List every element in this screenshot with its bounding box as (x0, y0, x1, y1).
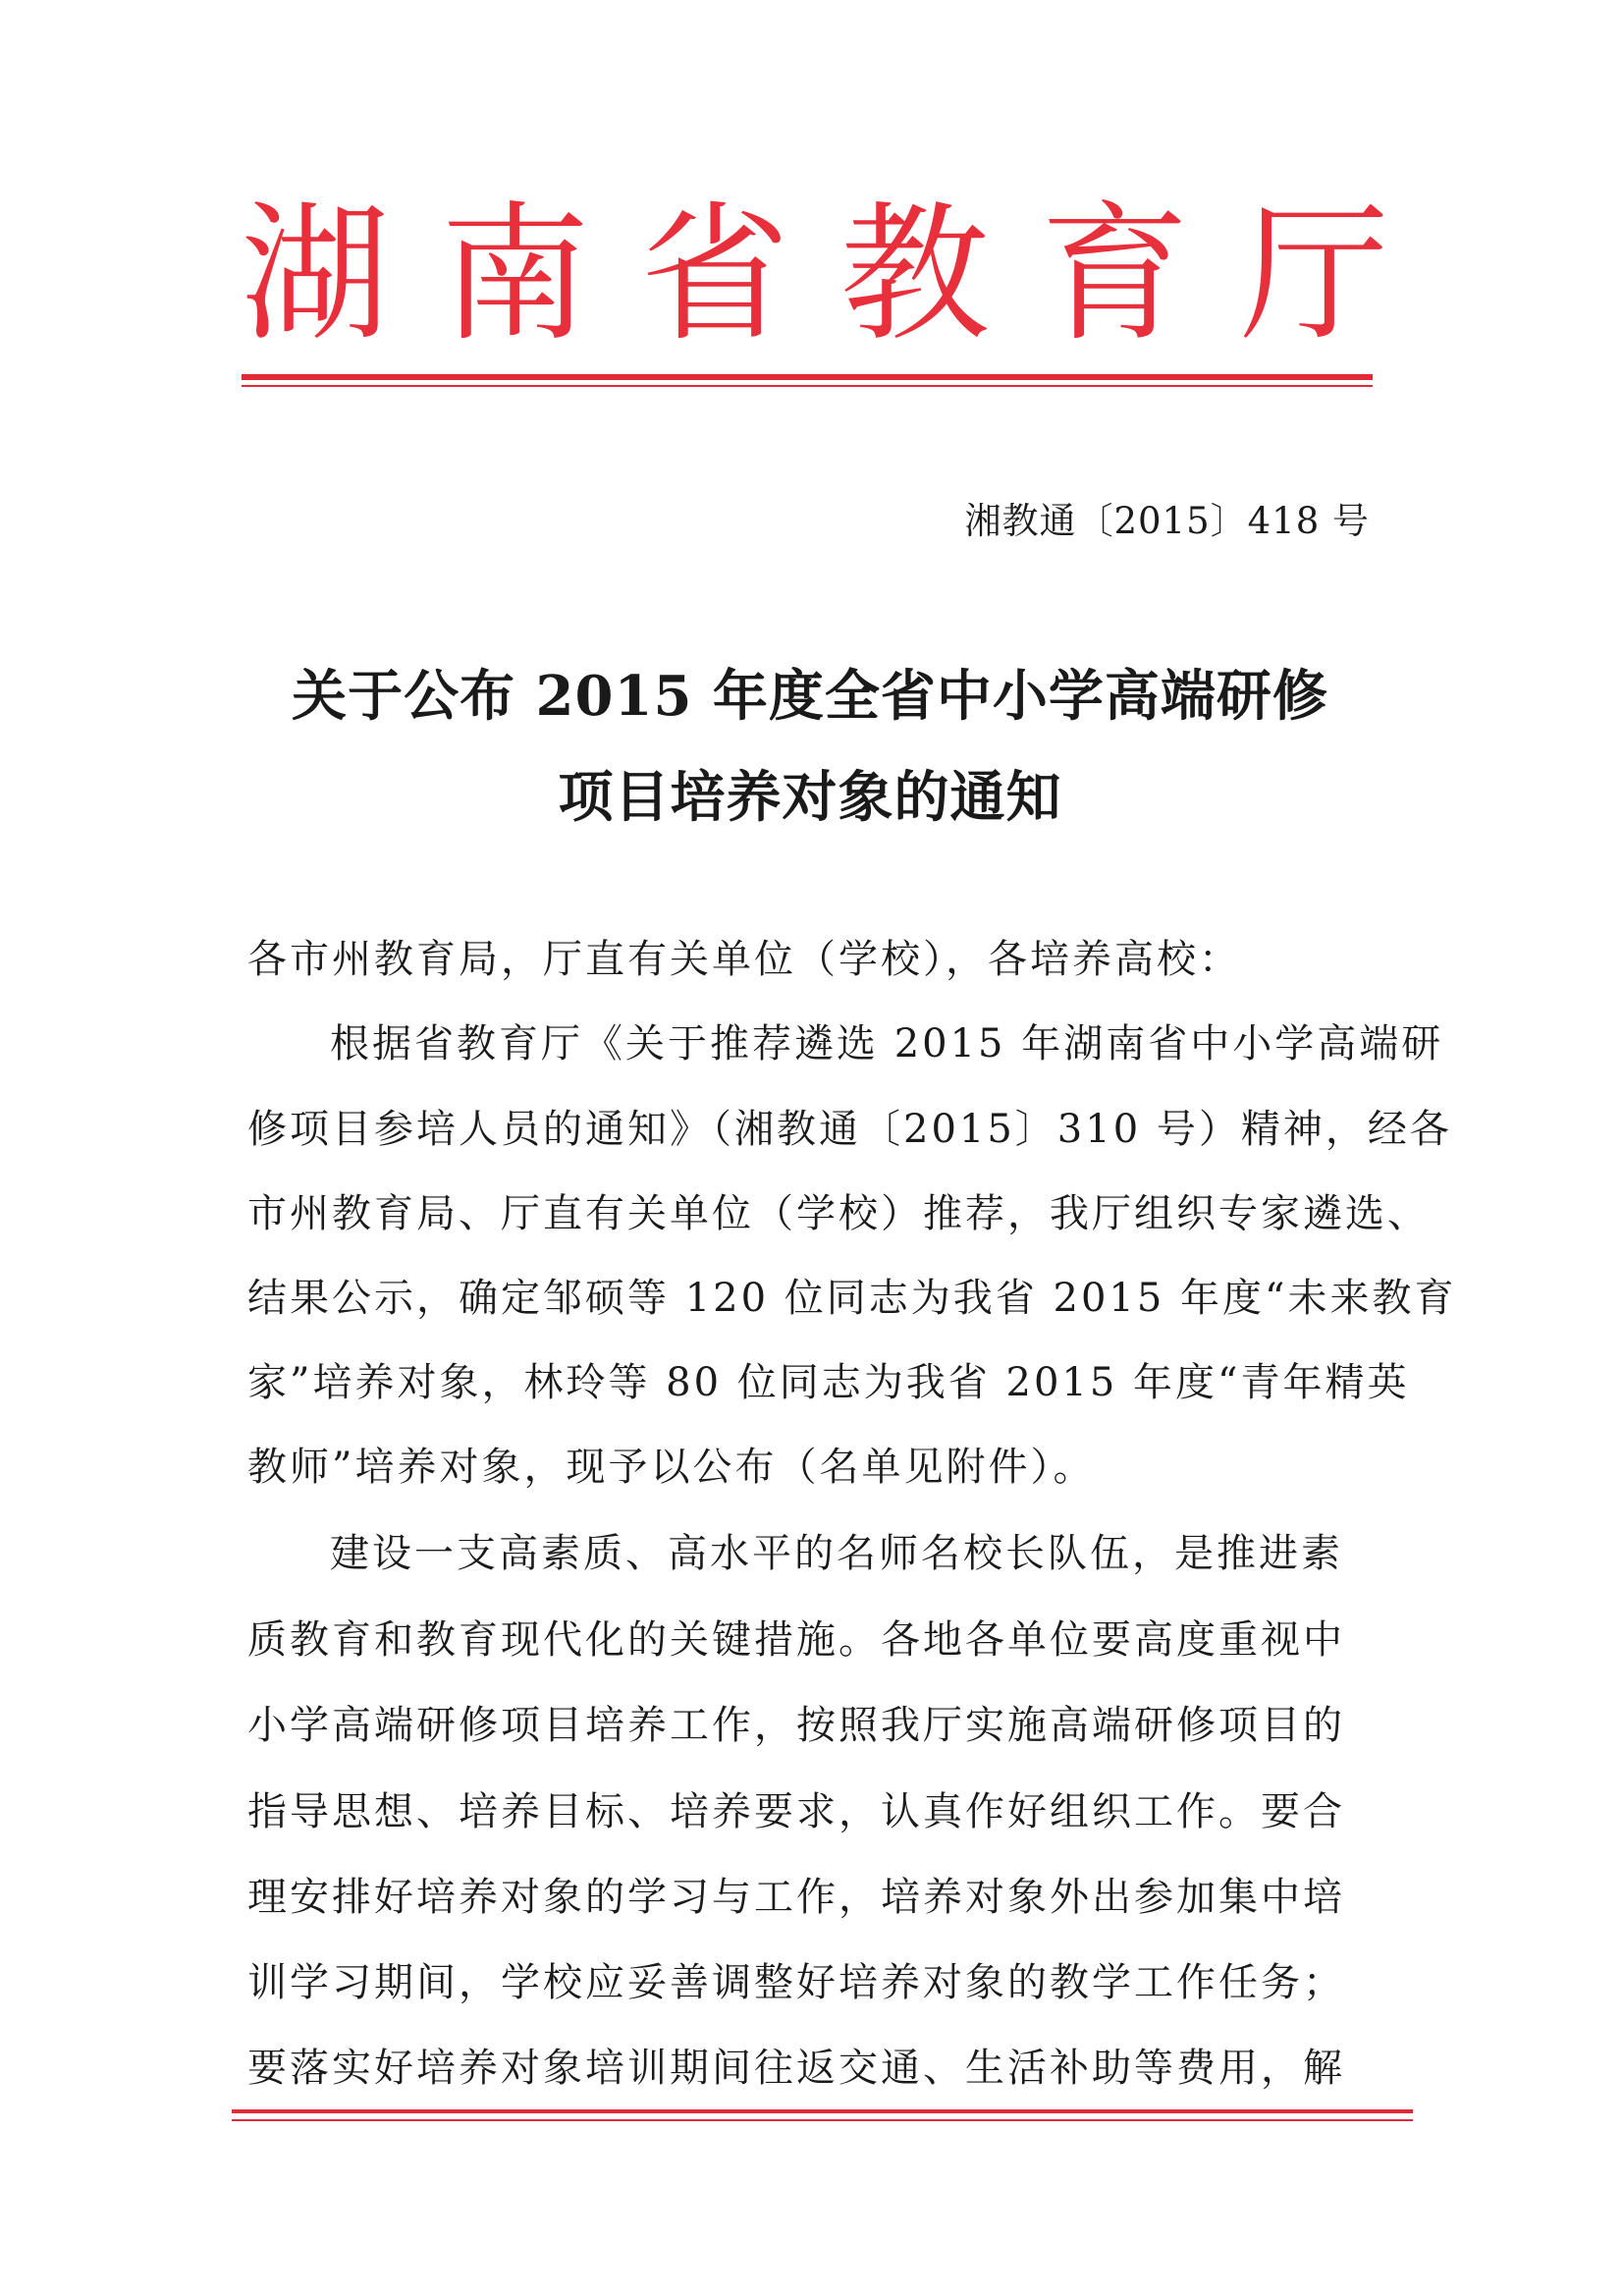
paragraph-1-line: 市州教育局、厅直有关单位（学校）推荐，我厅组织专家遴选、 (247, 1191, 1430, 1236)
footer-red-rule-thin (232, 2119, 1413, 2121)
paragraph-1-line: 家”培养对象，林玲等 80 位同志为我省 2015 年度“青年精英 (247, 1360, 1410, 1405)
header-red-rule-thin (242, 385, 1373, 387)
paragraph-2-line: 要落实好培养对象培训期间往返交通、生活补助等费用，解 (247, 2046, 1345, 2091)
paragraph-2-line: 小学高端研修项目培养工作，按照我厅实施高端研修项目的 (247, 1703, 1345, 1748)
heading-char: 南 (440, 188, 590, 361)
paragraph-1-line: 教师”培养对象，现予以公布（名单见附件）。 (247, 1445, 1096, 1490)
heading-char: 湖 (241, 188, 390, 361)
paragraph-2-line: 理安排好培养对象的学习与工作，培养对象外出参加集中培 (247, 1875, 1345, 1920)
paragraph-2-line: 质教育和教育现代化的关键措施。各地各单位要高度重视中 (247, 1617, 1345, 1663)
paragraph-2-line: 训学习期间，学校应妥善调整好培养对象的教学工作任务； (247, 1960, 1345, 2005)
heading-char: 厅 (1239, 188, 1389, 361)
paragraph-1-line: 根据省教育厅《关于推荐遴选 2015 年湖南省中小学高端研 (330, 1021, 1444, 1066)
footer-red-rule (232, 2109, 1413, 2113)
heading-char: 省 (640, 188, 790, 361)
paragraph-2-line: 建设一支高素质、高水平的名师名校长队伍，是推进素 (330, 1531, 1343, 1576)
document-number: 湘教通〔2015〕418 号 (964, 500, 1370, 542)
paragraph-2-line: 指导思想、培养目标、培养要求，认真作好组织工作。要合 (247, 1789, 1345, 1834)
paragraph-1-line: 修项目参培人员的通知》（湘教通〔2015〕310 号）精神，经各 (247, 1107, 1452, 1152)
header-red-rule (242, 374, 1373, 380)
document-title-line-1: 关于公布 2015 年度全省中小学高端研修 (292, 664, 1328, 729)
paragraph-1-line: 结果公示，确定邹硕等 120 位同志为我省 2015 年度“未来教育 (247, 1276, 1457, 1321)
issuing-authority-heading (241, 188, 1389, 361)
salutation: 各市州教育局，厅直有关单位（学校），各培养高校： (247, 937, 1241, 982)
document-title-line-2: 项目培养对象的通知 (558, 765, 1062, 830)
heading-char: 育 (1040, 188, 1190, 361)
heading-char: 教 (839, 188, 990, 361)
